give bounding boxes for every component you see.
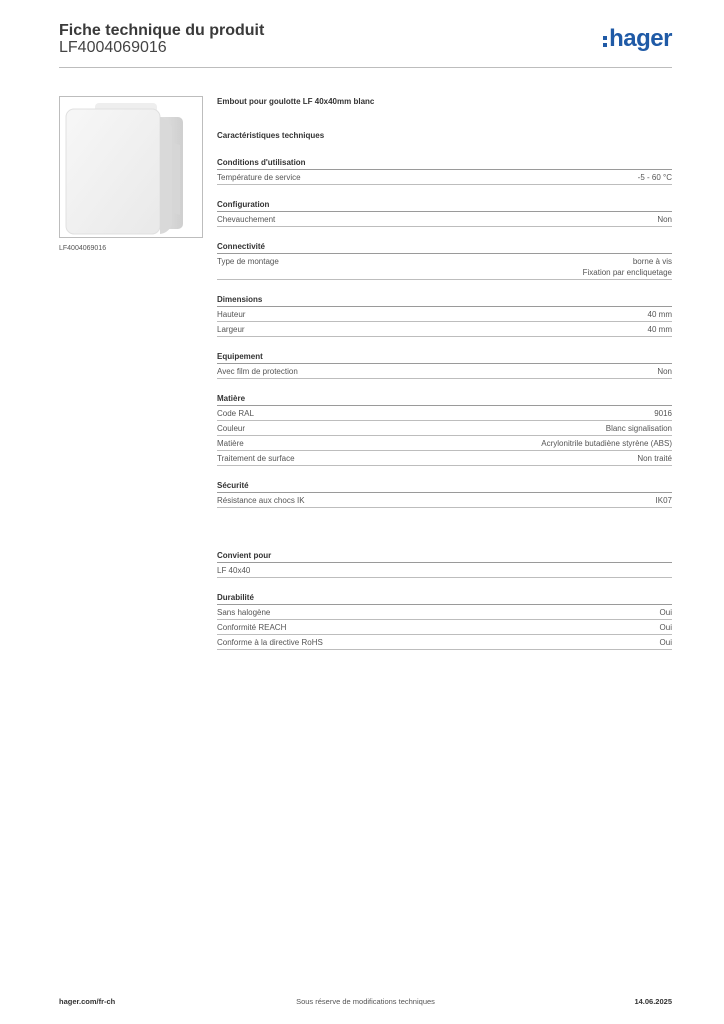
spec-label: Traitement de surface — [217, 454, 295, 463]
section-sustainability — [217, 591, 672, 650]
spec-label: Température de service — [217, 173, 301, 182]
spec-value: Oui — [659, 608, 672, 617]
hager-logo — [603, 25, 672, 53]
section-title: Convient pour — [217, 549, 672, 563]
spec-label: Conforme à la directive RoHS — [217, 638, 323, 647]
spec-value: 40 mm — [647, 310, 672, 319]
section-title: Conditions d'utilisation — [217, 156, 672, 170]
spec-value: 9016 — [654, 409, 672, 418]
product-image — [59, 96, 203, 238]
spec-label: Type de montage — [217, 257, 279, 266]
disclaimer: Sous réserve de modifications techniques — [296, 997, 435, 1006]
spec-heading: Caractéristiques techniques — [217, 131, 325, 140]
spec-label: Sans halogène — [217, 608, 271, 617]
section-safety — [217, 479, 672, 508]
spec-value: Fixation par encliquetage — [582, 268, 672, 277]
spec-label: Chevauchement — [217, 215, 276, 224]
spec-value: borne à vis — [632, 257, 672, 266]
spec-value: IK07 — [655, 496, 672, 505]
product-name: Embout pour goulotte LF 40x40mm blanc — [217, 97, 375, 106]
image-caption: LF4004069016 — [59, 245, 107, 252]
spec-row — [217, 605, 672, 620]
page-title: Fiche technique du produit — [59, 22, 265, 39]
section-title: Dimensions — [217, 293, 672, 307]
spec-row — [217, 322, 672, 337]
section-title: Equipement — [217, 350, 672, 364]
spec-value: Non traité — [637, 454, 672, 463]
section-title: Sécurité — [217, 479, 672, 493]
spec-label: Conformité REACH — [217, 623, 287, 632]
spec-row — [217, 212, 672, 227]
spec-row — [217, 421, 672, 436]
section-equipment — [217, 350, 672, 379]
spec-row — [217, 493, 672, 508]
spec-value: Blanc signalisation — [605, 424, 672, 433]
document-date: 14.06.2025 — [634, 997, 672, 1006]
page-footer — [59, 997, 672, 1009]
end-cap-illustration — [60, 97, 202, 237]
spec-label: Code RAL — [217, 409, 254, 418]
page-header — [59, 22, 672, 68]
spec-label: Matière — [217, 439, 244, 448]
website-link[interactable]: hager.com/fr-ch — [59, 997, 116, 1006]
section-configuration — [217, 198, 672, 227]
spec-row — [217, 307, 672, 322]
spec-row — [217, 364, 672, 379]
spec-value: Oui — [659, 623, 672, 632]
spec-value: 40 mm — [647, 325, 672, 334]
spec-label: Hauteur — [217, 310, 246, 319]
spec-value: Non — [657, 367, 672, 376]
logo-text: hager — [609, 25, 672, 52]
spec-row — [217, 563, 672, 578]
section-title: Configuration — [217, 198, 672, 212]
section-conditions — [217, 156, 672, 185]
section-title: Matière — [217, 392, 672, 406]
product-reference: LF4004069016 — [59, 39, 167, 56]
spec-row — [217, 436, 672, 451]
section-title: Connectivité — [217, 240, 672, 254]
section-material — [217, 392, 672, 466]
spec-label: Avec film de protection — [217, 367, 298, 376]
spec-value: Non — [657, 215, 672, 224]
spec-label: LF 40x40 — [217, 566, 251, 575]
section-dimensions — [217, 293, 672, 337]
section-connectivity — [217, 240, 672, 280]
spec-label: Résistance aux chocs IK — [217, 496, 305, 505]
spec-value: Acrylonitrile butadiène styrène (ABS) — [541, 439, 672, 448]
spec-label: Largeur — [217, 325, 245, 334]
logo-dots-icon — [603, 36, 607, 47]
spec-row — [217, 635, 672, 650]
spec-row — [217, 254, 672, 280]
section-suitable-for — [217, 549, 672, 578]
spec-row — [217, 170, 672, 185]
spec-value: -5 - 60 °C — [637, 173, 672, 182]
spec-value: Oui — [659, 638, 672, 647]
spec-label: Couleur — [217, 424, 246, 433]
section-title: Durabilité — [217, 591, 672, 605]
spec-content — [217, 96, 672, 650]
spec-row — [217, 406, 672, 421]
spec-row — [217, 620, 672, 635]
spec-row — [217, 451, 672, 466]
